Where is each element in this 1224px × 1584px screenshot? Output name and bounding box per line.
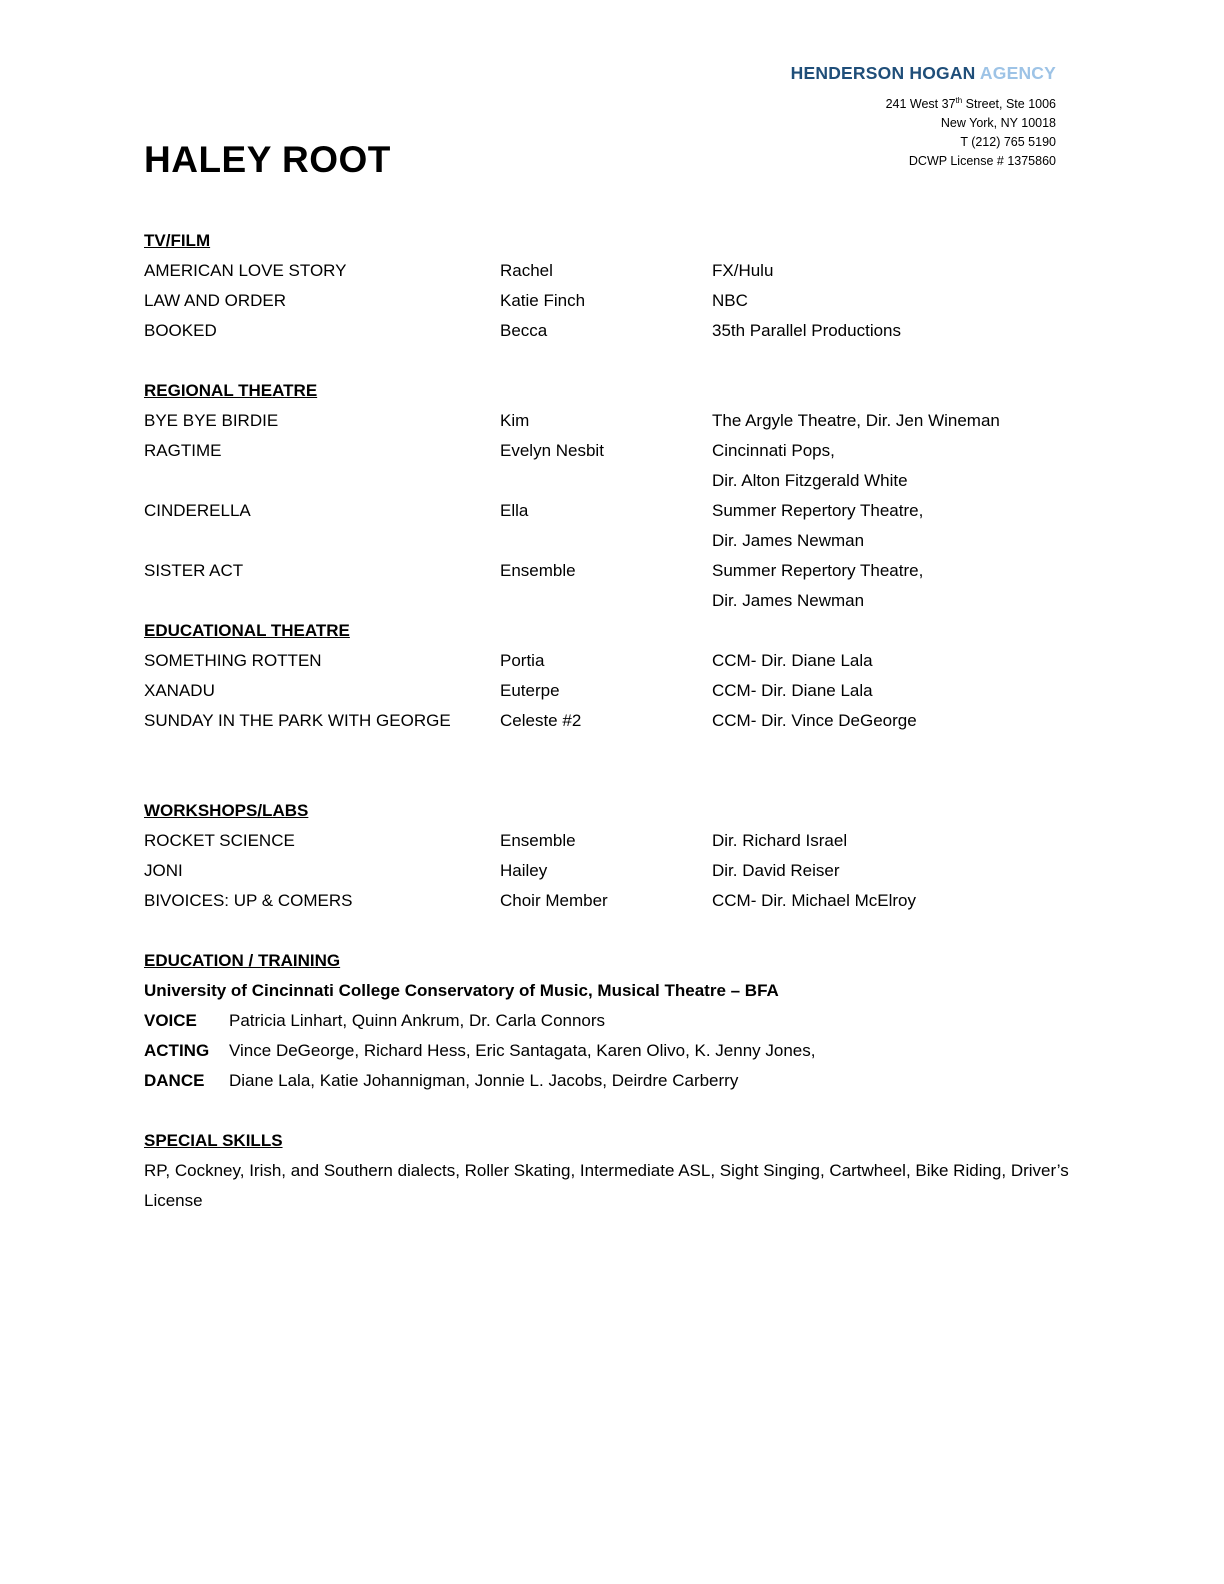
credit-venue [712, 556, 1080, 616]
agency-contact-block [791, 91, 1056, 171]
credit-row [144, 496, 1080, 556]
venue-line: Dir. James Newman [712, 531, 865, 550]
credit-title: CINDERELLA [144, 501, 251, 520]
training-line [144, 1036, 1080, 1066]
credit-role: Ella [500, 501, 529, 520]
agency-street [791, 91, 1056, 114]
credit-role: Euterpe [500, 681, 560, 700]
credit-title: JONI [144, 861, 183, 880]
credit-venue [712, 436, 1080, 496]
credit-title: BIVOICES: UP & COMERS [144, 891, 353, 910]
section-regional-theatre [144, 376, 1080, 616]
credit-title: AMERICAN LOVE STORY [144, 261, 347, 280]
agency-street-post: Street, Ste 1006 [962, 97, 1056, 112]
performer-name: HALEY ROOT [144, 139, 391, 180]
training-line [144, 1066, 1080, 1096]
credit-venue: Dir. Richard Israel [712, 831, 848, 850]
agency-street-pre: 241 West 37 [885, 97, 956, 112]
agency-header [791, 63, 1056, 171]
training-value: Patricia Linhart, Quinn Ankrum, Dr. Carla Connors [229, 1011, 606, 1030]
credit-row [144, 676, 1080, 706]
credit-role: Portia [500, 651, 545, 670]
credit-title: ROCKET SCIENCE [144, 831, 295, 850]
credit-venue: Dir. David Reiser [712, 861, 840, 880]
section-heading-educational: EDUCATIONAL THEATRE [144, 621, 350, 640]
special-skills-text: RP, Cockney, Irish, and Southern dialects, Roller Skating, Intermediate ASL, Sight Singing, Cartwheel, Bike Riding, Driver’s License [144, 1161, 1069, 1210]
credit-title: RAGTIME [144, 441, 222, 460]
credit-venue: 35th Parallel Productions [712, 321, 902, 340]
credit-title: SISTER ACT [144, 561, 244, 580]
training-value: Diane Lala, Katie Johannigman, Jonnie L. Jacobs, Deirdre Carberry [229, 1071, 739, 1090]
venue-line: Cincinnati Pops, [712, 441, 835, 460]
credit-row [144, 886, 1080, 916]
agency-phone: T (212) 765 5190 [960, 135, 1056, 150]
credit-row [144, 316, 1080, 346]
venue-line: Summer Repertory Theatre, [712, 561, 924, 580]
credit-venue: CCM- Dir. Vince DeGeorge [712, 711, 917, 730]
credit-row [144, 856, 1080, 886]
credit-title: BOOKED [144, 321, 217, 340]
credit-row [144, 646, 1080, 676]
credit-title: XANADU [144, 681, 215, 700]
credit-title: SUNDAY IN THE PARK WITH GEORGE [144, 711, 451, 730]
credit-role: Choir Member [500, 891, 608, 910]
agency-name-secondary: AGENCY [979, 63, 1056, 83]
training-line [144, 1006, 1080, 1036]
section-heading-tv-film: TV/FILM [144, 231, 211, 250]
section-heading-education: EDUCATION / TRAINING [144, 951, 341, 970]
credit-role: Evelyn Nesbit [500, 441, 604, 460]
section-tv-film [144, 226, 1080, 346]
credit-venue: CCM- Dir. Diane Lala [712, 681, 873, 700]
agency-license: DCWP License # 1375860 [908, 154, 1056, 169]
section-educational-theatre [144, 616, 1080, 736]
venue-line: Dir. Alton Fitzgerald White [712, 471, 908, 490]
credit-role: Hailey [500, 861, 548, 880]
credit-role: Katie Finch [500, 291, 586, 310]
training-label: ACTING [144, 1041, 210, 1060]
training-value: Vince DeGeorge, Richard Hess, Eric Santagata, Karen Olivo, K. Jenny Jones, [229, 1041, 816, 1060]
credit-row [144, 556, 1080, 616]
resume-content [144, 226, 1080, 1216]
venue-line: Dir. James Newman [712, 591, 865, 610]
credit-row [144, 826, 1080, 856]
section-education-training [144, 946, 1080, 1096]
credit-title: SOMETHING ROTTEN [144, 651, 322, 670]
credit-venue: The Argyle Theatre, Dir. Jen Wineman [712, 411, 1000, 430]
credit-role: Kim [500, 411, 530, 430]
credit-venue: CCM- Dir. Diane Lala [712, 651, 873, 670]
section-heading-regional: REGIONAL THEATRE [144, 381, 318, 400]
agency-city: New York, NY 10018 [940, 116, 1056, 131]
credit-venue: CCM- Dir. Michael McElroy [712, 891, 917, 910]
credit-row [144, 706, 1080, 736]
agency-name-primary: HENDERSON HOGAN [790, 63, 976, 83]
credit-role: Rachel [500, 261, 553, 280]
credit-row [144, 406, 1080, 436]
credit-venue [712, 496, 1080, 556]
agency-street-ordinal: th [955, 96, 963, 105]
section-heading-special-skills: SPECIAL SKILLS [144, 1131, 283, 1150]
credit-role: Becca [500, 321, 548, 340]
credit-title: BYE BYE BIRDIE [144, 411, 279, 430]
credit-title: LAW AND ORDER [144, 291, 287, 310]
credit-venue: FX/Hulu [712, 261, 774, 280]
credit-row [144, 286, 1080, 316]
credit-role: Ensemble [500, 831, 576, 850]
section-heading-workshops: WORKSHOPS/LABS [144, 801, 309, 820]
credit-row [144, 256, 1080, 286]
credit-row [144, 436, 1080, 496]
training-label: VOICE [144, 1011, 197, 1030]
education-degree: University of Cincinnati College Conservatory of Music, Musical Theatre – BFA [144, 981, 779, 1000]
credit-role: Celeste #2 [500, 711, 582, 730]
agency-name [791, 63, 1056, 84]
credit-role: Ensemble [500, 561, 576, 580]
credit-venue: NBC [712, 291, 748, 310]
section-workshops-labs [144, 796, 1080, 916]
training-label: DANCE [144, 1071, 205, 1090]
section-special-skills [144, 1126, 1080, 1216]
venue-line: Summer Repertory Theatre, [712, 501, 924, 520]
